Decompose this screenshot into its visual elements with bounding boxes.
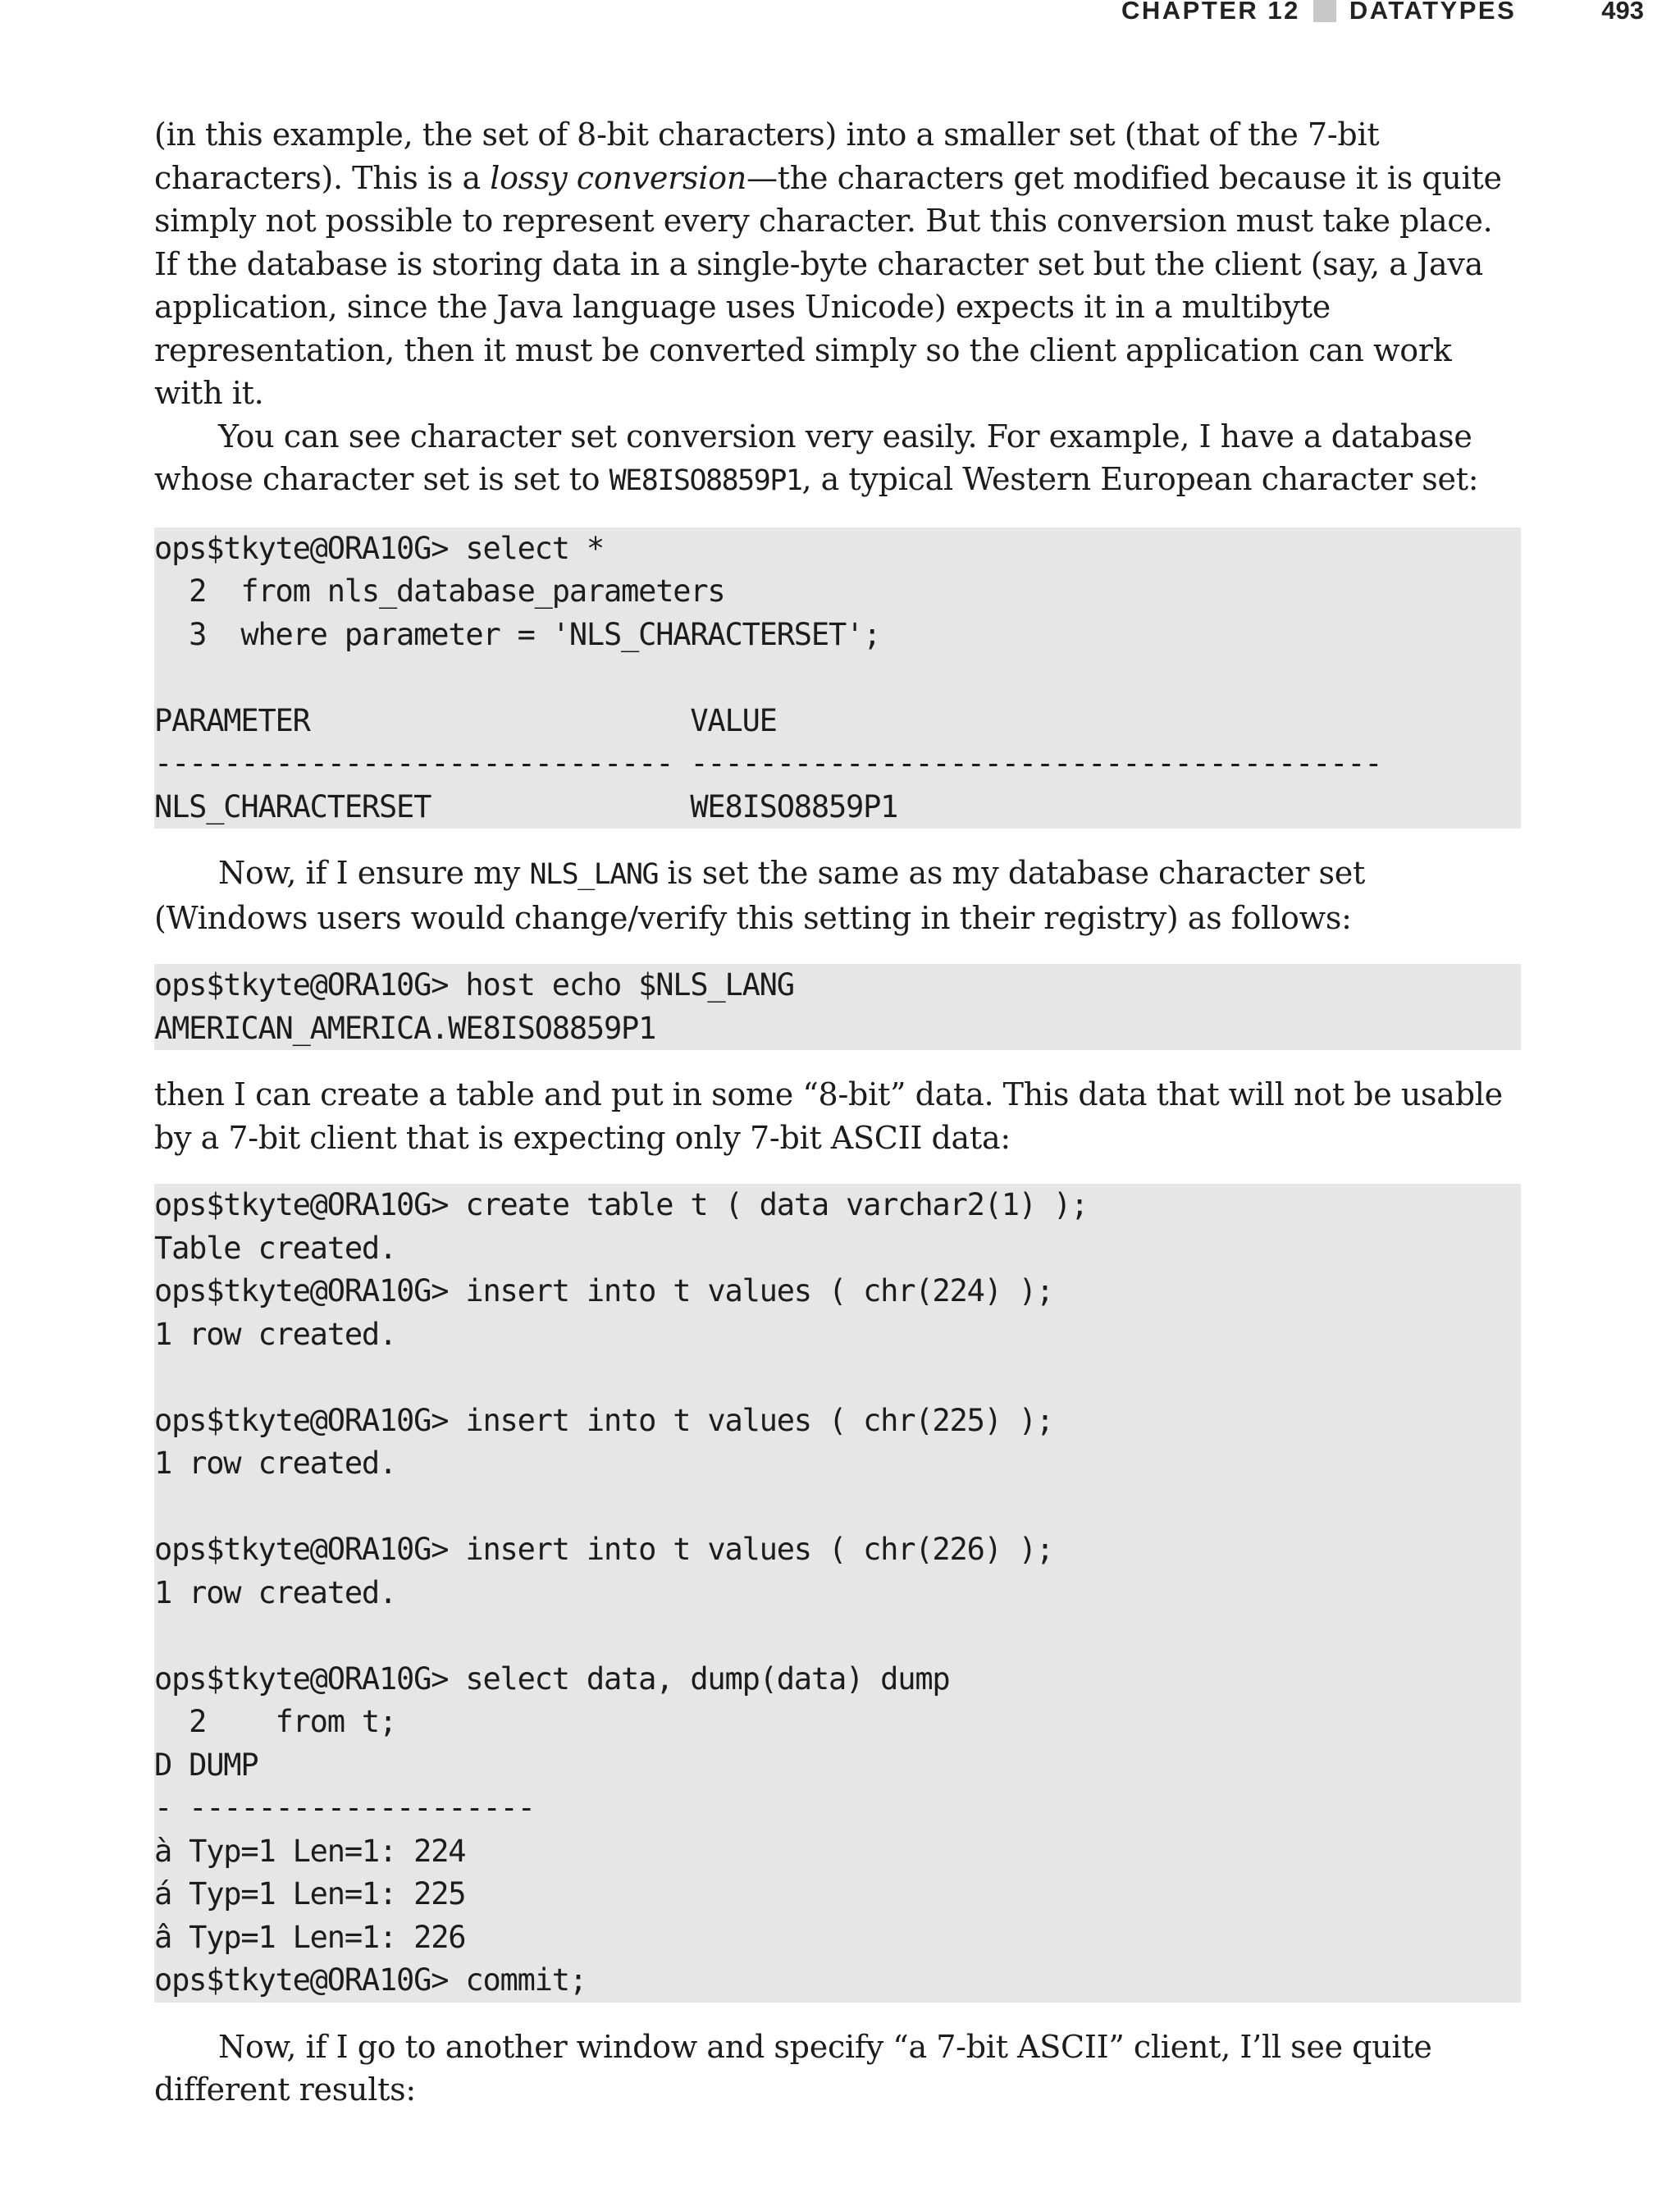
inline-code-nls-lang: NLS_LANG xyxy=(529,858,659,891)
header-separator-square xyxy=(1313,0,1336,22)
section-label: DATATYPES xyxy=(1349,0,1517,25)
chapter-label: CHAPTER 12 xyxy=(1121,0,1300,25)
code-block-nls-parameters: ops$tkyte@ORA10G> select * 2 from nls_database_parameters 3 where parameter = 'NLS_CHARACTERSET'; PARAMETER VALUE ------------------------------ ---------------------------------------- NLS_CHARACTERSET WE8ISO8859P1 xyxy=(154,528,1521,829)
page-content xyxy=(154,113,1521,2112)
code-block-create-insert: ops$tkyte@ORA10G> create table t ( data varchar2(1) ); Table created. ops$tkyte@ORA10G> insert into t values ( chr(224) ); 1 row created. ops$tkyte@ORA10G> insert into t values ( chr(225) ); 1 row created. ops$tkyte@ORA10G> insert into t values ( chr(226) ); 1 row created. ops$tkyte@ORA10G> select data, dump(data) dump 2 from t; D DUMP - -------------------- à Typ=1 Len=1: 224 á Typ=1 Len=1: 225 â Typ=1 Len=1: 226 ops$tkyte@ORA10G> commit; xyxy=(154,1184,1521,2003)
paragraph-5: Now, if I go to another window and specify “a 7-bit ASCII” client, I’ll see quite different results: xyxy=(154,2028,1432,2108)
running-header xyxy=(1121,0,1644,29)
paragraph-2: You can see character set conversion very easily. For example, I have a database whose character set is set to WE8ISO8859P1, a typical Western European character set: xyxy=(154,418,1479,497)
page-number: 493 xyxy=(1601,0,1644,25)
paragraph-1: (in this example, the set of 8-bit characters) into a smaller set (that of the 7-bit characters). This is a lossy conversion—the characters get modified because it is quite simply not possible to represent every character. But this conversion must take place. If the database is storing data in a single-byte character set but the client (say, a Java application, since the Java language uses Unicode) expects it in a multibyte representation, then it must be converted simply so the client application can work with it. xyxy=(154,116,1502,411)
lossy-conversion-term: lossy conversion xyxy=(490,159,747,196)
paragraph-3: Now, if I ensure my NLS_LANG is set the same as my database character set (Windows users would change/verify this setting in their registry) as follows: xyxy=(154,855,1366,936)
paragraph-4: then I can create a table and put in some “8-bit” data. This data that will not be usable by a 7-bit client that is expecting only 7-bit ASCII data: xyxy=(154,1076,1503,1156)
inline-code-charset: WE8ISO8859P1 xyxy=(609,464,802,497)
code-block-echo-nls-lang: ops$tkyte@ORA10G> host echo $NLS_LANG AMERICAN_AMERICA.WE8ISO8859P1 xyxy=(154,964,1521,1050)
